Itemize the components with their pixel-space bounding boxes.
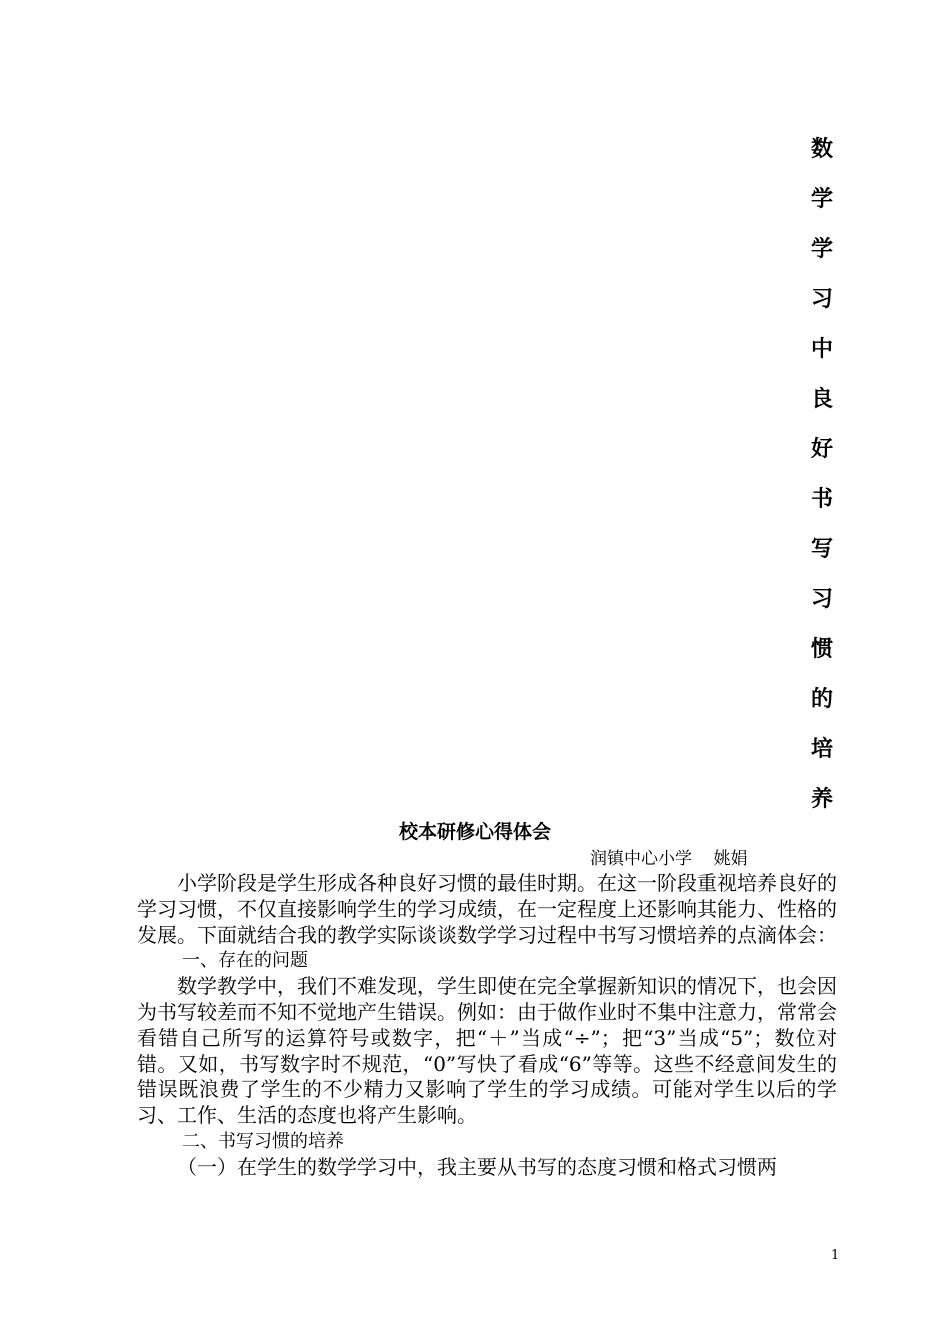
section-heading-problems: 一、存在的问题: [182, 950, 308, 972]
title-char: 培: [810, 737, 833, 762]
section-paragraph-problems: 数学教学中，我们不难发现，学生即使在完全掌握新知识的情况下，也会因为书写较差而不知不觉地产生错误。例如：由于做作业时不集中注意力，常常会看错自己所写的运算符号或数字，把“＋”当成“÷”；把“3”当成“5”；数位对错。又如，书写数字时不规范，“0”写快了看成“6”等等。这些不经意间发生的错误既浪费了学生的不少精力又影响了学生的学习成绩。可能对学生以后的学习、工作、生活的态度也将产生影响。: [137, 974, 837, 1128]
author-line: 润镇中心小学 姚娟: [590, 849, 748, 869]
title-char: 养: [810, 787, 833, 812]
section-heading-habits: 二、书写习惯的培养: [182, 1130, 344, 1152]
intro-paragraph: 小学阶段是学生形成各种良好习惯的最佳时期。在这一阶段重视培养良好的学习习惯，不仅直接影响学生的学习成绩，在一定程度上还影响其能力、性格的发展。下面就结合我的教学实际谈谈数学学习过程中书写习惯培养的点滴体会：: [137, 871, 837, 947]
title-char: 数: [810, 137, 833, 162]
title-char: 中: [810, 337, 833, 362]
title-char: 惯: [810, 637, 833, 662]
title-char: 写: [810, 537, 833, 562]
document-title-vertical: [804, 132, 840, 832]
title-char: 的: [810, 687, 833, 712]
section-paragraph-habits: （一）在学生的数学学习中，我主要从书写的态度习惯和格式习惯两: [177, 1154, 777, 1179]
title-char: 良: [810, 387, 833, 412]
title-char: 习: [810, 287, 833, 312]
title-char: 学: [810, 237, 833, 262]
document-subtitle: 校本研修心得体会: [398, 821, 551, 843]
document-body: [137, 871, 837, 1181]
title-char: 学: [810, 187, 833, 212]
title-char: 好: [810, 437, 833, 462]
title-char: 习: [810, 587, 833, 612]
title-char: 书: [810, 487, 833, 512]
page-number: 1: [831, 1248, 840, 1263]
